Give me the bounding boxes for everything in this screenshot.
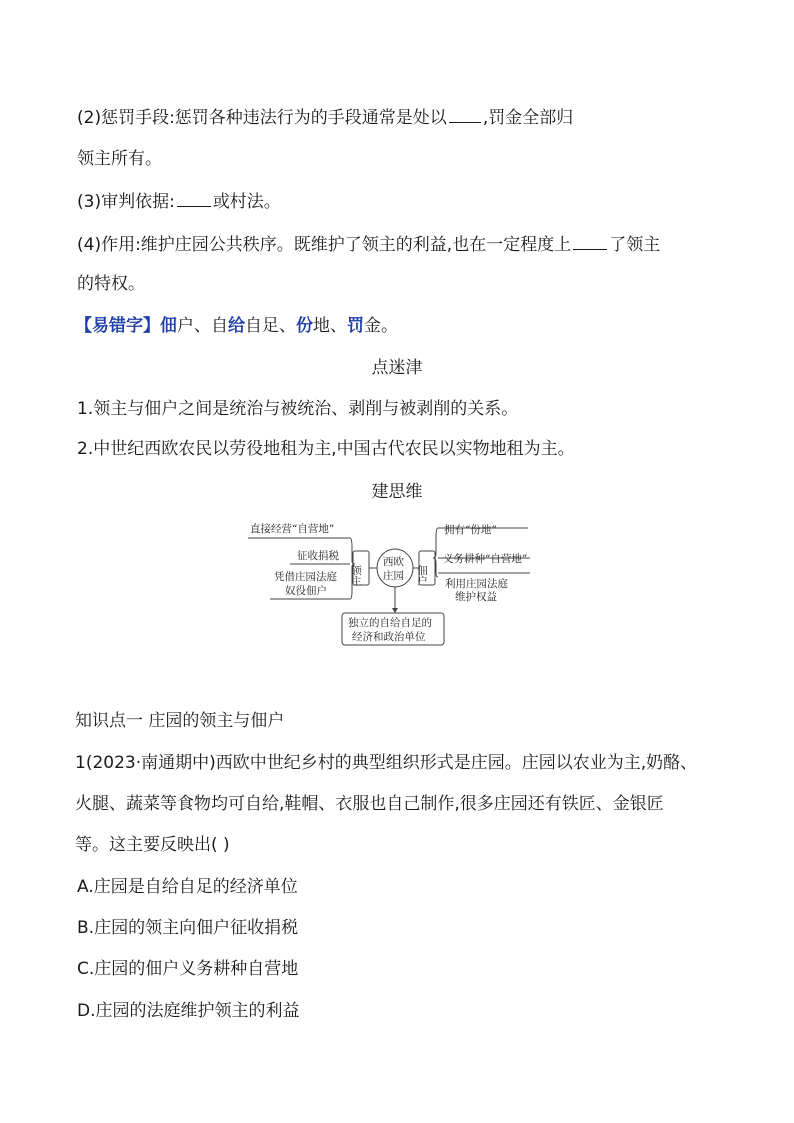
typo-label: 【易错字】 (75, 316, 160, 336)
center-label-top: 西欧 (383, 556, 404, 568)
center-label-bottom: 庄园 (383, 570, 404, 582)
right-branch-2: 义务耕种“自营地” (443, 553, 528, 565)
tips-title: 点迷津 (371, 358, 423, 378)
right-branch-3a: 利用庄园法庭 (445, 578, 508, 590)
section-heading: 知识点一 庄园的领主与佃户 (75, 711, 285, 731)
option-d[interactable]: D.庄园的法庭维护领主的利益 (77, 1001, 300, 1021)
question-stem-line-3: 等。这主要反映出( ) (75, 835, 230, 855)
item-4-line-2: 的特权。 (77, 274, 145, 294)
fill-blank[interactable] (573, 233, 607, 250)
item-3: (3)审判依据: 或村法。 (77, 192, 281, 212)
left-branch-3b: 奴役佃户 (285, 585, 327, 597)
right-branch-3b: 维护权益 (455, 591, 497, 603)
fill-blank[interactable] (449, 106, 481, 123)
left-branch-1: 直接经营“自营地” (250, 523, 335, 535)
item-2-line-2: 领主所有。 (77, 149, 162, 169)
question-stem-line-2: 火腿、蔬菜等食物均可自给,鞋帽、衣服也自己制作,很多庄园还有铁匠、金银匠 (75, 794, 664, 814)
mind-map-diagram (240, 513, 540, 653)
mindmap-title: 建思维 (371, 482, 423, 502)
tenant-label: 佃户 (416, 565, 428, 586)
result-box-line-2: 经济和政治单位 (352, 631, 426, 643)
option-c[interactable]: C.庄园的佃户义务耕种自营地 (77, 959, 299, 979)
lord-label: 领主 (350, 565, 362, 586)
right-branch-1: 拥有“份地” (444, 524, 497, 536)
item-2-line-1: (2)惩罚手段:惩罚各种违法行为的手段通常是处以 ,罚金全部归 (77, 108, 574, 128)
arrow-down-icon (392, 608, 398, 613)
tips-point-1: 1.领主与佃户之间是统治与被统治、剥削与被剥削的关系。 (77, 399, 519, 419)
result-box-line-1: 独立的自给自足的 (348, 617, 432, 629)
left-branch-3a: 凭借庄园法庭 (274, 571, 337, 583)
item-4-line-1: (4)作用:维护庄园公共秩序。既维护了领主的利益,也在一定程度上 了领主 (77, 235, 661, 255)
tips-point-2: 2.中世纪西欧农民以劳役地租为主,中国古代农民以实物地租为主。 (77, 439, 575, 459)
typo-words: 【易错字】佃户、自给自足、份地、罚金。 (75, 316, 398, 336)
question-stem-line-1: 1(2023·南通期中)西欧中世纪乡村的典型组织形式是庄园。庄园以农业为主,奶酪、 (75, 753, 698, 773)
option-b[interactable]: B.庄园的领主向佃户征收捐税 (77, 918, 299, 938)
left-branch-2: 征收捐税 (297, 550, 339, 562)
fill-blank[interactable] (177, 190, 211, 207)
option-a[interactable]: A.庄园是自给自足的经济单位 (77, 877, 298, 897)
